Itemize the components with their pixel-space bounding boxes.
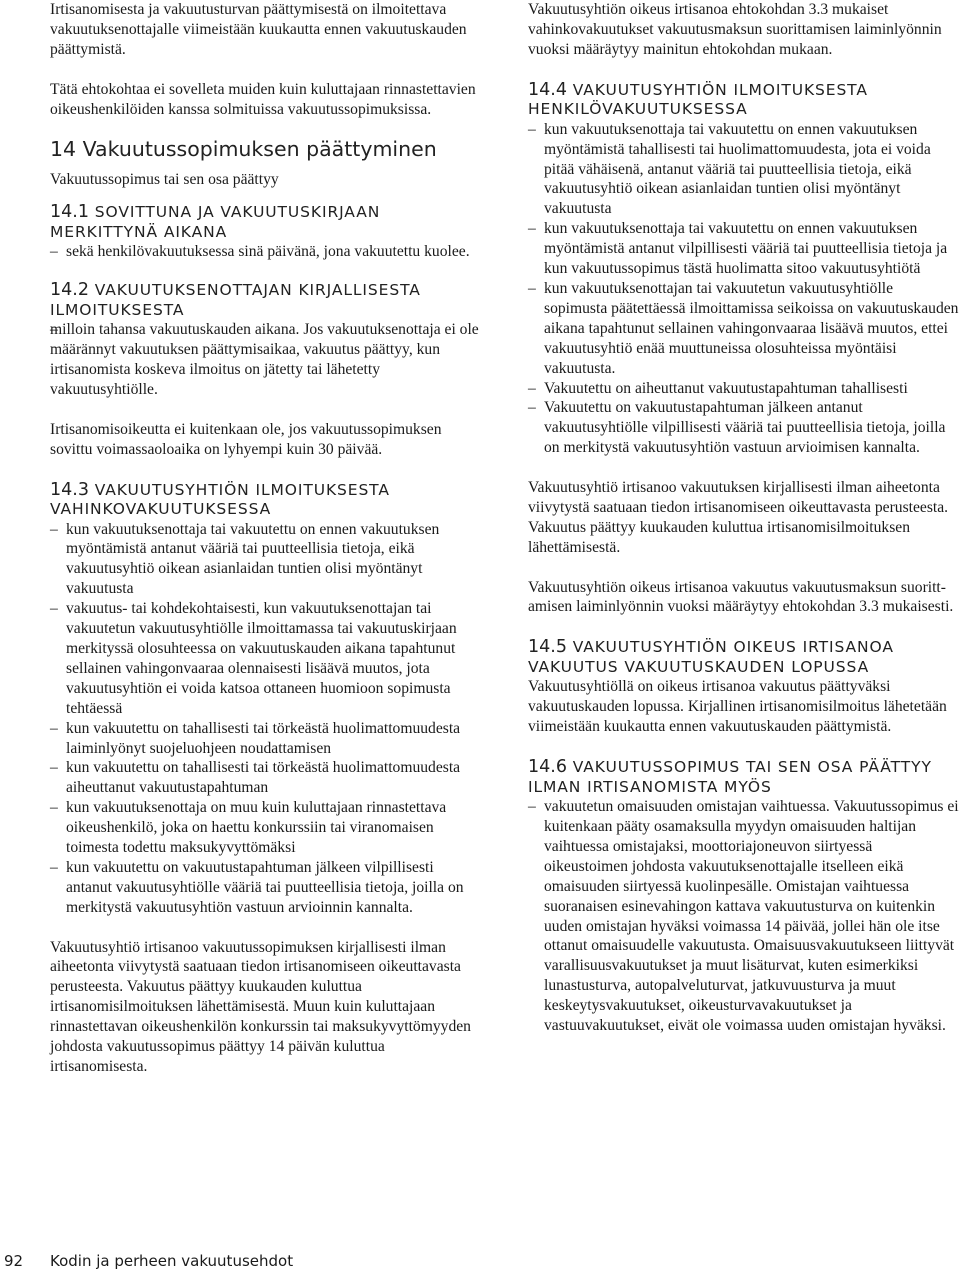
section-heading-14-6 — [528, 758, 960, 797]
section-title: VAKUUTUSSOPIMUS TAI SEN OSA PÄÄTTYY ILMAN IRTISANOMISTA MYÖS — [528, 758, 932, 796]
section-number: 14.3 — [50, 479, 89, 500]
section-title: VAKUUTUSYHTIÖN OIKEUS IRTISANOA VAKUUTUS VAKUUTUSKAUDEN LOPUSSA — [528, 638, 894, 676]
section-number: 14.1 — [50, 202, 89, 223]
list-item: – sekä henkilövakuutuksessa sinä päivänä, jona vakuutettu kuolee. — [50, 242, 480, 262]
list-item: – kun vakuutuksenottaja on muu kuin kuluttajaan rinnastettava oikeushenkilö, joka on haettu konkurssiin tai viranomaisen toimesta todettu maksukyvyttömäksi — [50, 798, 480, 858]
list-item: – Vakuutettu on aiheuttanut vakuutustapahtuman tahallisesti — [528, 379, 960, 399]
section-title: VAKUUTUKSENOTTAJAN KIRJALLISESTA ILMOITUKSESTA — [50, 281, 421, 319]
right-column — [528, 0, 960, 1036]
paragraph: Vakuutusyhtiön oikeus irtisanoa vakuutus vakuutusmaksun suorittamisen laiminlyönnin vuoksi määräytyy ehtokohdan 3.3 mukaisesti. — [528, 578, 954, 616]
paragraph: Vakuutusyhtiöllä on oikeus irtisanoa vakuutus päättyväksi vakuutuskauden lopussa. Kirjallinen irtisanomisilmoitus lähetetään viimeistään kuukautta ennen vakuutuskauden päättymistä. — [528, 678, 947, 736]
page-number: 92 — [4, 1252, 24, 1270]
section-heading-14-2 — [50, 281, 480, 320]
paragraph: Irtisanomisesta ja vakuutusturvan päättymisestä on ilmoitettava vakuutuksenottajalle viimeistään kuukautta ennen vakuutuskauden päättymistä. — [50, 1, 467, 58]
list-14-1 — [50, 242, 480, 262]
section-heading-14-4 — [528, 81, 960, 120]
list-item: – milloin tahansa vakuutuskauden aikana. Jos vakuutuksenottaja ei ole määrännyt vakuutuksen päättymisaikaa, vakuutus päättyy, kun irtisanomista koskeva ilmoitus on jätetty tai lähetetty vakuutusyhtiölle. — [50, 320, 480, 400]
section-title: SOVITTUNA JA VAKUUTUSKIRJAAN MERKITTYNÄ AIKANA — [50, 203, 381, 241]
section-number: 14.2 — [50, 280, 89, 301]
section-heading-14-5 — [528, 638, 960, 677]
section-heading-14: 14 Vakuutussopimuksen päättyminen — [50, 137, 437, 162]
list-item: – kun vakuutettu on tahallisesti tai törkeästä huolimattomuudesta aiheuttanut vakuutustapahtuman — [50, 758, 480, 798]
paragraph: Vakuutusyhtiö irtisanoo vakuutussopimuksen kirjallisesti ilman aiheetonta viivytystä saatuaan tiedon irtisanomiseen oikeuttavasta perusteesta. Vakuutus päättyy kuukauden kuluttua irtisanomisilmoituksen lähettämisestä. Muun kuin kuluttajaan rinnastettavan oikeushenkilön konkurssin tai maksukyvyttömyyden johdosta vakuutussopimus päättyy 14 päivän kuluttua irtisanomisesta. — [50, 938, 471, 1076]
paragraph: Vakuutusyhtiö irtisanoo vakuutuksen kirjallisesti ilman aiheetonta viivytystä saatuaan tiedon irtisanomiseen oikeuttavasta perusteesta. Vakuutus päättyy kuukauden kuluttua irtisanomisilmoituksen lähettämisestä. — [528, 479, 949, 556]
section-heading-14-3 — [50, 481, 480, 520]
section-number: 14.5 — [528, 637, 567, 658]
section-number: 14.6 — [528, 757, 567, 778]
list-14-3 — [50, 520, 480, 918]
list-item: – vakuutetun omaisuuden omistajan vaihtuessa. Vakuutussopimus ei kuitenkaan pääty osamaksulla myydyn omaisuuden haltijan vaihtuessa omistajaksi, moottoriajoneuvon siirtyessä oikeustoimen johdosta vakuutuksenottajalle itselleen eikä omaisuuden siirtyessä kuolinpesälle. Omistajan vaihtuessa suoranaisen esinevahingon kattava vakuutusturva on kuitenkin uuden omistajan hyväksi voimassa 14 päivää, jollei hän ole itse ottanut omaisuudelle vakuutusta. Omaisuusvakuutukseen liittyvät varallisuusvakuutukset ja muut lisäturvat, kuten esimerkiksi lunastusturva, autopalveluturvat, jatkuvuusturva ja muut keskeytysvakuutukset, oikeusturvavakuutukset ja vastuuvakuutukset, eivät ole voimassa uuden omistajan hyväksi. — [528, 797, 960, 1036]
list-item: – vakuutus- tai kohdekohtaisesti, kun vakuutuksenottajan tai vakuutetun vakuutusyhtiölle ilmoittamassa tai vakuutuskirjaan merkityssä olosuhteessa on vakuutuskauden aikana tapahtunut sellainen vahingonvaaraa olennaisesti lisäävä muutos, jota vakuutusyhtiön ei voida katsoa ottaneen huomioon sopimusta tehtäessä — [50, 599, 480, 718]
left-column — [50, 0, 480, 1077]
paragraph: Irtisanomisoikeutta ei kuitenkaan ole, jos vakuutussopimuksen sovittu voimassaoloaika on lyhyempi kuin 30 päivää. — [50, 420, 442, 458]
section-title: VAKUUTUSYHTIÖN ILMOITUKSESTA VAHINKOVAKUUTUKSESSA — [50, 480, 390, 519]
section-subtitle: Vakuutussopimus tai sen osa päättyy — [50, 171, 279, 189]
section-number: 14.4 — [528, 79, 567, 100]
list-item: – Vakuutettu on vakuutustapahtuman jälkeen antanut vakuutusyhtiölle vilpillisesti vääriä tai puutteellisia tietoja, joilla on merkitystä vakuutusyhtiön vastuun arvioimisen kannalta. — [528, 398, 960, 458]
paragraph: Tätä ehtokohtaa ei sovelleta muiden kuin kuluttajaan rinnastettavien oikeushenkilöiden kanssa solmituissa vakuutussopimuksissa. — [50, 80, 476, 118]
list-14-2 — [50, 320, 480, 400]
footer-title: Kodin ja perheen vakuutusehdot — [50, 1252, 294, 1270]
list-14-4 — [528, 120, 960, 458]
list-item: – kun vakuutettu on vakuutustapahtuman jälkeen vilpillisesti antanut vakuutusyhtiölle vääriä tai puutteellisia tietoja, joilla on merkitystä vakuutusyhtiön vastuun arvioinnin kannalta. — [50, 858, 480, 918]
list-item: – kun vakuutuksenottaja tai vakuutettu on ennen vakuutuksen myöntämistä antanut vääriä tai puutteellisia tietoja, eikä vakuutusyhtiö oikean asianlaidan tuntien olisi myöntänyt vakuutusta — [50, 520, 480, 600]
section-heading-14-1 — [50, 203, 480, 242]
list-item: – kun vakuutettu on tahallisesti tai törkeästä huolimattomuudesta laiminlyönyt suojeluohjeen noudattamisen — [50, 719, 480, 759]
list-14-6 — [528, 797, 960, 1036]
paragraph: Vakuutusyhtiön oikeus irtisanoa ehtokohdan 3.3 mukaiset vahinkovakuutukset vakuutusmaksun suorittamisen laiminlyönnin vuoksi määräytyy mainitun ehtokohdan mukaan. — [528, 1, 942, 58]
section-title: VAKUUTUSYHTIÖN ILMOITUKSESTA HENKILÖVAKUUTUKSESSA — [528, 80, 868, 119]
list-item: – kun vakuutuksenottaja tai vakuutettu on ennen vakuutuksen myöntämistä tahallisesti tai huolimattomuudesta, jota ei voida pitää vähäisenä, antanut vääriä tai puutteellisia tietoja, eikä vakuutusyhtiö oikean asianlaidan tuntien olisi myöntänyt vakuutusta — [528, 120, 960, 220]
list-item: – kun vakuutuksenottajan tai vakuutetun vakuutusyhtiölle sopimusta päätettäessä ilmoittamissa seikoissa on vakuutuskauden aikana tapahtunut sellainen vahingonvaaraa lisäävä muutos, ettei vakuutusyhtiö enää muuttuneissa olosuhteissa myöntäisi vakuutusta. — [528, 279, 960, 379]
list-item: – kun vakuutuksenottaja tai vakuutettu on ennen vakuutuksen myöntämistä antanut vilpillisesti vääriä tai puutteellisia tietoja ja kun vakuutussopimus tästä huolimatta sitoo vakuutusyhtiötä — [528, 219, 960, 279]
